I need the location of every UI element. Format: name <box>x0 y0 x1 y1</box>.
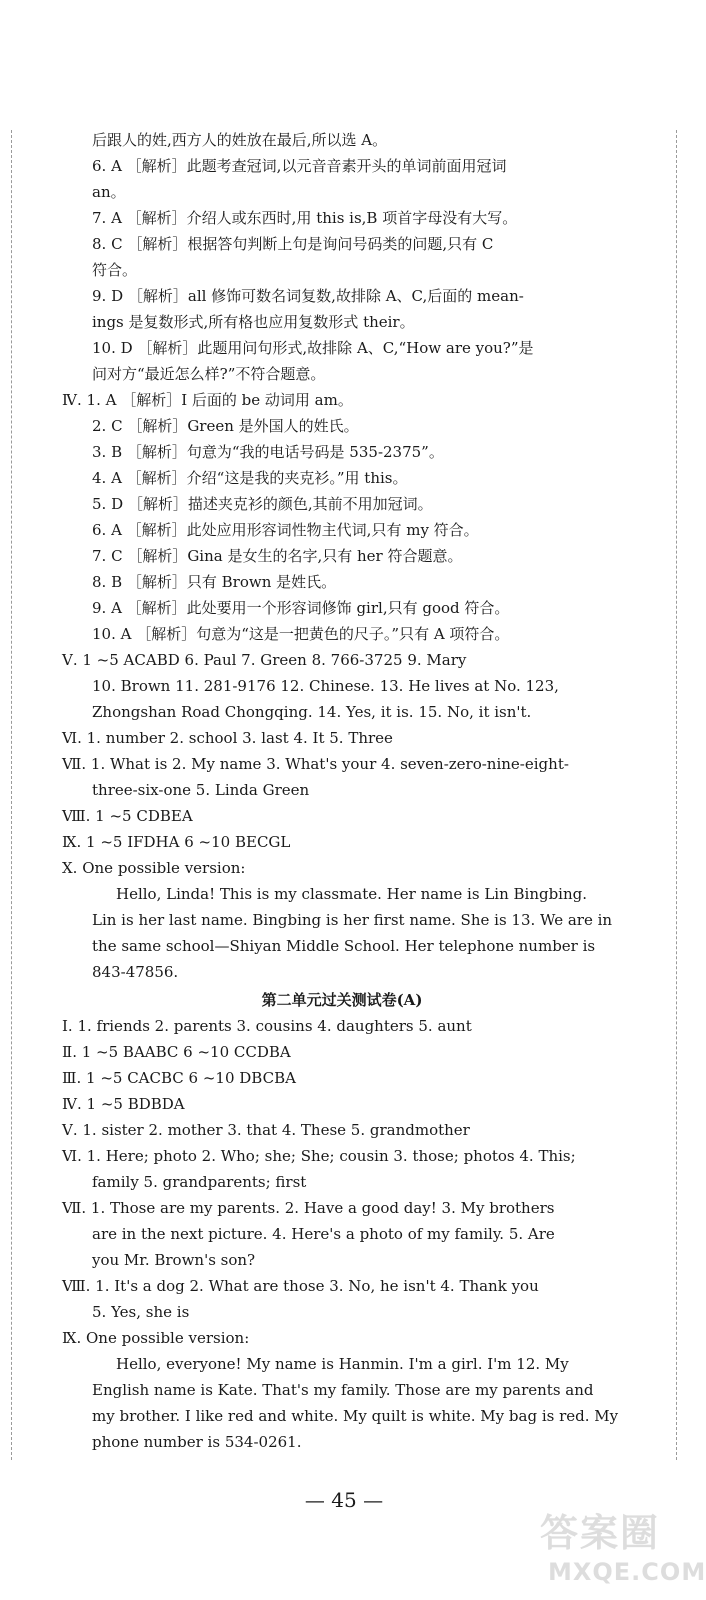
essay-line: my brother. I like red and white. My quilt is white. My bag is red. My <box>92 1407 619 1425</box>
answer-item: 2. C ［解析］Green 是外国人的姓氏。 <box>92 417 359 435</box>
section-heading-iv: Ⅳ. 1. A ［解析］I 后面的 be 动词用 am。 <box>62 391 353 409</box>
answer-item: 5. D ［解析］描述夹克衫的颜色,其前不用加冠词。 <box>92 495 433 513</box>
section-heading-v: Ⅴ. 1 ~5 ACABD 6. Paul 7. Green 8. 766-3725 9. Mary <box>62 651 467 669</box>
section-heading-vi: Ⅵ. 1. Here; photo 2. Who; she; She; cousin 3. those; photos 4. This; <box>62 1147 576 1165</box>
section-heading-v: Ⅴ. 1. sister 2. mother 3. that 4. These 5. grandmother <box>62 1121 470 1139</box>
text-line: 后跟人的姓,西方人的姓放在最后,所以选 A。 <box>92 131 388 149</box>
text-line: 5. Yes, she is <box>92 1303 190 1321</box>
essay-line: Hello, Linda! This is my classmate. Her name is Lin Bingbing. <box>116 885 588 903</box>
text-line: are in the next picture. 4. Here's a photo of my family. 5. Are <box>92 1225 555 1243</box>
section-heading-viii: Ⅷ. 1. It's a dog 2. What are those 3. No, he isn't 4. Thank you <box>62 1277 539 1295</box>
answer-item: 7. C ［解析］Gina 是女生的名字,只有 her 符合题意。 <box>92 547 463 565</box>
right-margin-dashed-line <box>676 130 677 1460</box>
section-heading-ix: Ⅸ. One possible version: <box>62 1329 250 1347</box>
essay-line: 843-47856. <box>92 963 179 981</box>
section-heading-x: Ⅹ. One possible version: <box>62 859 246 877</box>
answer-item: 4. A ［解析］介绍“这是我的夹克衫。”用 this。 <box>92 469 408 487</box>
section-heading-vii: Ⅶ. 1. What is 2. My name 3. What's your 4. seven-zero-nine-eight- <box>62 755 569 773</box>
section-heading-vi: Ⅵ. 1. number 2. school 3. last 4. It 5. Three <box>62 729 393 747</box>
watermark-url: MXQE.COM <box>548 1558 706 1586</box>
essay-line: Lin is her last name. Bingbing is her first name. She is 13. We are in <box>92 911 613 929</box>
answer-item: 9. A ［解析］此处要用一个形容词修饰 girl,只有 good 符合。 <box>92 599 510 617</box>
watermark-text: 答案圈 <box>540 1511 661 1555</box>
left-margin-dashed-line <box>11 130 12 1460</box>
text-line: three-six-one 5. Linda Green <box>92 781 310 799</box>
answer-item: 10. A ［解析］句意为“这是一把黄色的尺子。”只有 A 项符合。 <box>92 625 510 643</box>
answer-item: 8. B ［解析］只有 Brown 是姓氏。 <box>92 573 337 591</box>
text-line: Zhongshan Road Chongqing. 14. Yes, it is. 15. No, it isn't. <box>92 703 532 721</box>
answer-item: 8. C ［解析］根据答句判断上句是询问号码类的问题,只有 C <box>92 235 494 253</box>
section-heading-vii: Ⅶ. 1. Those are my parents. 2. Have a good day! 3. My brothers <box>62 1199 555 1217</box>
answer-item: 6. A ［解析］此题考查冠词,以元音音素开头的单词前面用冠词 <box>92 157 507 175</box>
text-line: 10. Brown 11. 281-9176 12. Chinese. 13. He lives at No. 123, <box>92 677 559 695</box>
section-heading-iii: Ⅲ. 1 ~5 CACBC 6 ~10 DBCBA <box>62 1069 296 1087</box>
text-line: family 5. grandparents; first <box>92 1173 307 1191</box>
essay-line: Hello, everyone! My name is Hanmin. I'm a girl. I'm 12. My <box>116 1355 569 1373</box>
answer-item: 9. D ［解析］all 修饰可数名词复数,故排除 A、C,后面的 mean- <box>92 287 524 305</box>
essay-line: English name is Kate. That's my family. Those are my parents and <box>92 1381 594 1399</box>
answer-item: 6. A ［解析］此处应用形容词性物主代词,只有 my 符合。 <box>92 521 479 539</box>
unit-test-title: 第二单元过关测试卷(A) <box>261 991 423 1009</box>
answer-item: 3. B ［解析］句意为“我的电话号码是 535-2375”。 <box>92 443 444 461</box>
section-heading-i: Ⅰ. 1. friends 2. parents 3. cousins 4. daughters 5. aunt <box>62 1017 472 1035</box>
answer-item: 7. A ［解析］介绍人或东西时,用 this is,B 项首字母没有大写。 <box>92 209 518 227</box>
section-heading-viii: Ⅷ. 1 ~5 CDBEA <box>62 807 193 825</box>
section-heading-iv: Ⅳ. 1 ~5 BDBDA <box>62 1095 185 1113</box>
text-line: ings 是复数形式,所有格也应用复数形式 their。 <box>92 313 415 331</box>
text-line: an。 <box>92 183 126 201</box>
essay-line: phone number is 534-0261. <box>92 1433 302 1451</box>
page-number: — 45 — <box>304 1488 384 1512</box>
section-heading-ii: Ⅱ. 1 ~5 BAABC 6 ~10 CCDBA <box>62 1043 291 1061</box>
watermark-logo <box>540 1502 706 1594</box>
text-line: 问对方“最近怎么样?”不符合题意。 <box>92 365 326 383</box>
text-line: 符合。 <box>92 261 138 279</box>
answer-item: 10. D ［解析］此题用问句形式,故排除 A、C,“How are you?”是 <box>92 339 534 357</box>
essay-line: the same school—Shiyan Middle School. Her telephone number is <box>92 937 596 955</box>
text-line: you Mr. Brown's son? <box>92 1251 256 1269</box>
section-heading-ix: Ⅸ. 1 ~5 IFDHA 6 ~10 BECGL <box>62 833 291 851</box>
